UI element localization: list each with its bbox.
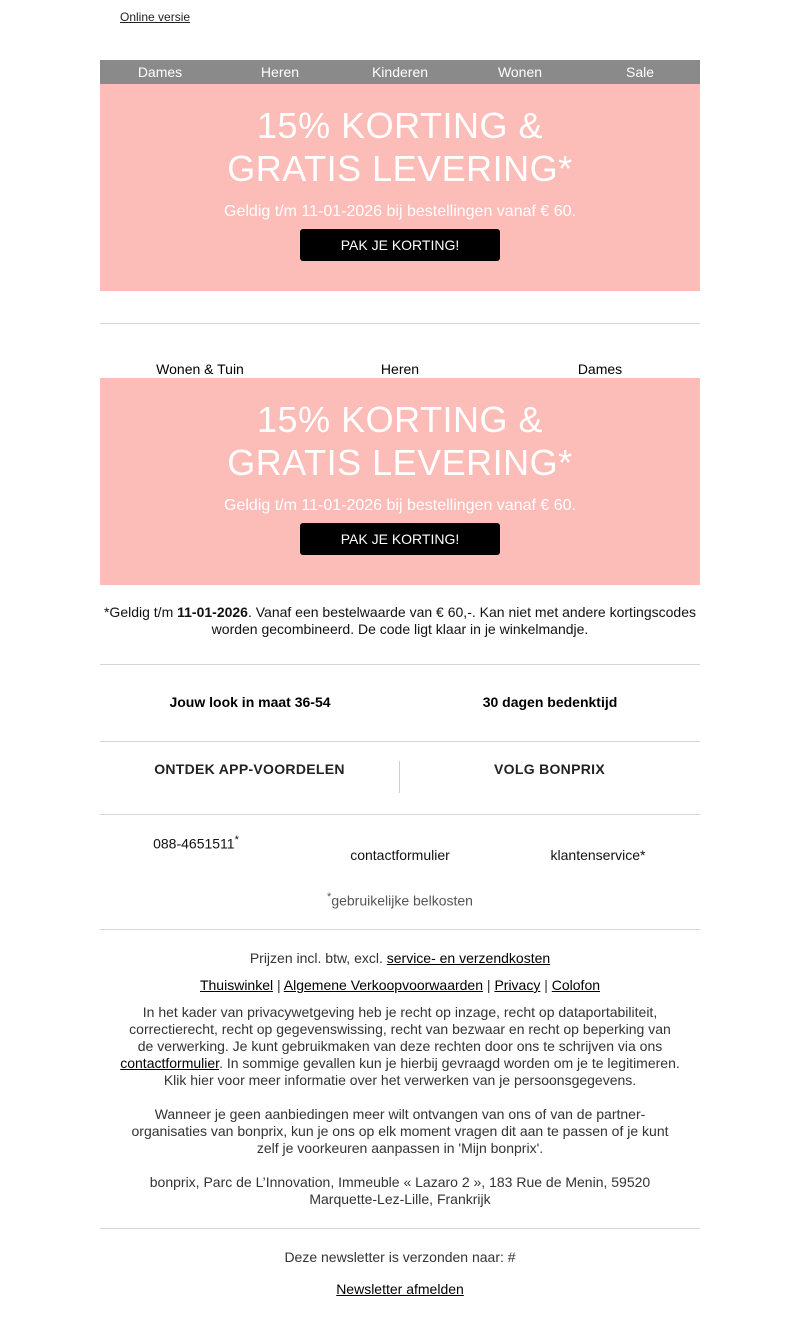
privacy-link[interactable]: Privacy (494, 977, 541, 993)
call-cost-mark: * (327, 891, 332, 903)
thuiswinkel-link[interactable]: Thuiswinkel (199, 977, 274, 993)
promo-cta-button[interactable]: PAK JE KORTING! (300, 229, 500, 261)
phone-number: 088-4651511 (153, 835, 235, 852)
app-benefits-link[interactable]: ONTDEK APP-VOORDELEN (154, 761, 345, 777)
category-nav (100, 360, 700, 378)
follow-bonprix-link[interactable]: VOLG BONPRIX (494, 761, 605, 777)
promo-banner-2[interactable] (100, 378, 700, 585)
customer-service-link[interactable]: klantenservice* (550, 847, 646, 863)
nav-item-kinderen[interactable]: Kinderen (371, 64, 429, 80)
footer-links (120, 977, 680, 994)
category-wonen-tuin[interactable]: Wonen & Tuin (156, 361, 244, 377)
promo-headline-1: 15% KORTING & (257, 105, 543, 146)
contact-form-link[interactable]: contactformulier (350, 847, 450, 863)
terms-text: . Vanaf een bestelwaarde van € 60,-. Kan niet met andere kortingscodes worden gecombineerd. De code ligt klaar in je winkelmandje. (211, 604, 696, 637)
terms-date: 11-01-2026 (177, 604, 248, 620)
privacy-text-2: . In sommige gevallen kun je hierbij gevraagd worden om je te legitimeren. Klik (163, 1055, 680, 1088)
call-cost-note (100, 891, 700, 909)
divider (100, 741, 700, 742)
privacy-contact-form-link[interactable]: contactformulier (120, 1055, 220, 1071)
divider (100, 814, 700, 815)
divider (100, 929, 700, 930)
nav-item-wonen[interactable]: Wonen (497, 64, 543, 80)
usp-sizes: Jouw look in maat 36-54 (169, 694, 331, 710)
top-nav (100, 60, 700, 84)
link-separator: | (277, 977, 281, 993)
nav-item-heren[interactable]: Heren (260, 64, 300, 80)
nav-item-sale[interactable]: Sale (625, 64, 655, 80)
promo-headline-1: 15% KORTING & (257, 399, 543, 440)
call-cost-text: gebruikelijke belkosten (331, 892, 473, 909)
link-separator: | (486, 977, 491, 993)
unsubscribe-row (120, 1281, 680, 1298)
usp-return-period: 30 dagen bedenktijd (482, 694, 618, 710)
company-address: bonprix, Parc de L’Innovation, Immeuble « Lazaro 2 », 183 Rue de Menin, 59520 Marquette-Lez-Lille, Frankrijk (149, 1174, 651, 1207)
unsubscribe-link[interactable]: Newsletter afmelden (336, 1281, 464, 1297)
divider (100, 323, 700, 324)
sent-to-note: Deze newsletter is verzonden naar: # (284, 1249, 516, 1265)
shipping-costs-link[interactable]: service- en verzendkosten (386, 950, 551, 966)
category-heren[interactable]: Heren (380, 361, 420, 377)
promo-subline: Geldig t/m 11-01-2026 bij bestellingen vanaf € 60. (224, 497, 576, 514)
privacy-here-link[interactable]: hier (190, 1072, 214, 1088)
online-version-link[interactable]: Online versie (120, 10, 191, 24)
phone-footnote-mark: * (234, 834, 239, 846)
promo-headline-2: GRATIS LEVERING* (227, 442, 573, 483)
divider (100, 1228, 700, 1229)
nav-item-dames[interactable]: Dames (137, 64, 183, 80)
privacy-text-1: In het kader van privacywetgeving heb je recht op inzage, recht op dataportabiliteit, correctierecht, recht op gegevenswissing, recht van bezwaar en recht op beperking van de verwerking. Je kunt gebruikmaken van deze rechten door ons te schrijven via ons (129, 1004, 671, 1054)
divider (100, 664, 700, 665)
link-separator: | (544, 977, 548, 993)
privacy-notice (120, 1004, 680, 1089)
optout-notice: Wanneer je geen aanbiedingen meer wilt ontvangen van ons of van de partner-organisaties van bonprix, kun je ons op elk moment vragen dit aan te passen of je kunt zelf je voorkeuren aanpassen in 'Mijn bonprix'. (131, 1106, 669, 1156)
category-dames[interactable]: Dames (577, 361, 623, 377)
prices-note (120, 950, 680, 967)
privacy-text-3: voor meer informatie over het verwerken van je persoonsgegevens. (213, 1072, 637, 1088)
promo-cta-button[interactable]: PAK JE KORTING! (300, 523, 500, 555)
promo-subline: Geldig t/m 11-01-2026 bij bestellingen vanaf € 60. (224, 203, 576, 220)
promo-terms (100, 604, 700, 638)
prices-text: Prijzen incl. btw, excl. (249, 950, 387, 966)
contact-phone[interactable] (100, 834, 292, 852)
promo-banner[interactable] (100, 84, 700, 291)
colofon-link[interactable]: Colofon (551, 977, 601, 993)
terms-prefix: *Geldig t/m (103, 604, 178, 620)
promo-headline-2: GRATIS LEVERING* (227, 148, 573, 189)
terms-link[interactable]: Algemene Verkoopvoorwaarden (283, 977, 484, 993)
